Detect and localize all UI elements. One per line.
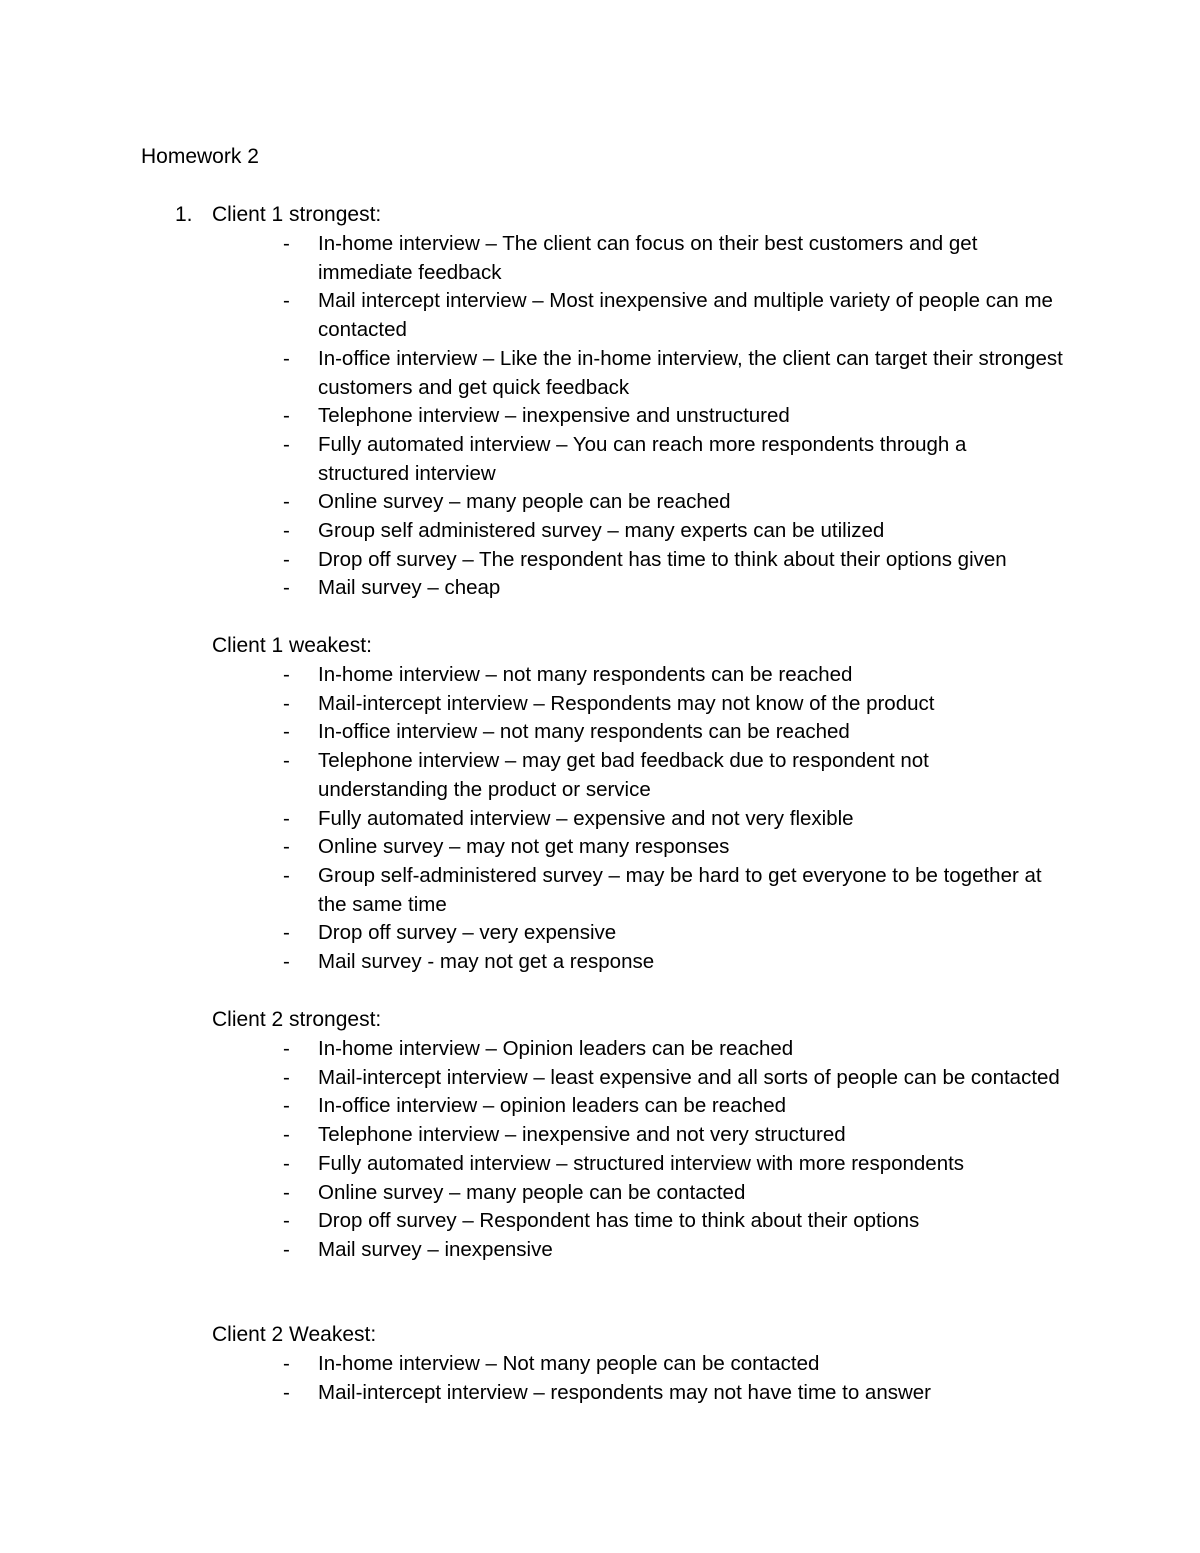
list-item: [0, 1035, 1200, 1064]
dash-marker: -: [283, 806, 290, 830]
dash-marker: -: [283, 663, 290, 686]
list-item-text: Mail-intercept interview – Respondents may not know of the product: [318, 691, 935, 715]
dash-marker: -: [283, 863, 290, 887]
list-item: [0, 488, 1200, 517]
section-heading: Client 2 Weakest:: [212, 1323, 377, 1346]
bullet-list: [0, 1035, 1200, 1265]
list-item: [0, 1121, 1200, 1150]
list-item-text: Drop off survey – The respondent has time to think about their options given: [318, 547, 1007, 571]
section-heading: Client 1 strongest:: [212, 203, 382, 226]
list-item: [0, 574, 1200, 603]
dash-marker: -: [283, 432, 290, 456]
list-item: [0, 517, 1200, 546]
bullet-list: [0, 661, 1200, 977]
list-item: [0, 431, 1200, 488]
list-item-text: Drop off survey – Respondent has time to think about their options: [318, 1209, 920, 1233]
dash-marker: -: [283, 289, 290, 313]
dash-marker: -: [283, 490, 290, 514]
dash-marker: -: [283, 1180, 290, 1204]
dash-marker: -: [283, 1237, 290, 1261]
dash-marker: -: [283, 1151, 290, 1175]
dash-marker: -: [283, 232, 290, 255]
dash-marker: -: [283, 1123, 290, 1147]
list-item: [0, 718, 1200, 747]
dash-marker: -: [283, 749, 290, 773]
list-item-text: In-office interview – Like the in-home interview, the client can target their strongest customers and get quick feedback: [318, 346, 1063, 399]
list-item-text: Fully automated interview – structured interview with more respondents: [318, 1151, 965, 1175]
bullet-list: [0, 230, 1200, 603]
list-item-text: In-home interview – Not many people can be contacted: [318, 1352, 820, 1375]
list-item-text: Group self administered survey – many experts can be utilized: [318, 519, 885, 543]
list-item-text: In-home interview – not many respondents can be reached: [318, 663, 853, 686]
list-item: [0, 1092, 1200, 1121]
dash-marker: -: [283, 346, 290, 370]
dash-marker: -: [283, 1094, 290, 1118]
list-item-text: Online survey – may not get many responses: [318, 835, 730, 859]
dash-marker: -: [283, 1352, 290, 1375]
list-item: [0, 345, 1200, 402]
list-item: [0, 1379, 1200, 1408]
list-item-text: Telephone interview – inexpensive and not very structured: [318, 1123, 846, 1147]
list-item-text: Telephone interview – may get bad feedback due to respondent not understanding the product or service: [318, 749, 929, 801]
question-number: 1.: [175, 203, 193, 226]
list-item: [0, 402, 1200, 431]
list-item-text: Online survey – many people can be reached: [318, 490, 731, 514]
dash-marker: -: [283, 720, 290, 744]
dash-marker: -: [283, 691, 290, 715]
dash-marker: -: [283, 950, 290, 974]
dash-marker: -: [283, 547, 290, 571]
list-item-text: In-office interview – not many respondents can be reached: [318, 720, 850, 744]
list-item: [0, 287, 1200, 344]
list-item: [0, 1350, 1200, 1379]
dash-marker: -: [283, 1037, 290, 1060]
list-item: [0, 805, 1200, 834]
list-item: [0, 862, 1200, 919]
list-item: [0, 690, 1200, 719]
dash-marker: -: [283, 519, 290, 543]
list-item: [0, 1236, 1200, 1265]
list-item: [0, 948, 1200, 977]
section-heading: Client 2 strongest:: [212, 1008, 382, 1031]
document-title: Homework 2: [141, 145, 259, 168]
list-item-text: Mail-intercept interview – respondents may not have time to answer: [318, 1380, 932, 1404]
dash-marker: -: [283, 1065, 290, 1089]
dash-marker: -: [283, 1380, 290, 1404]
list-item: [0, 1207, 1200, 1236]
list-item: [0, 833, 1200, 862]
list-item: [0, 661, 1200, 690]
list-item-text: Fully automated interview – You can reach more respondents through a structured interview: [318, 432, 967, 485]
list-item: [0, 747, 1200, 804]
dash-marker: -: [283, 835, 290, 859]
list-item-text: Drop off survey – very expensive: [318, 921, 617, 945]
dash-marker: -: [283, 576, 290, 600]
list-item: [0, 230, 1200, 287]
list-item-text: Group self-administered survey – may be hard to get everyone to be together at the same time: [318, 863, 1042, 916]
list-item: [0, 919, 1200, 948]
list-item-text: Fully automated interview – expensive and not very flexible: [318, 806, 854, 830]
dash-marker: -: [283, 1209, 290, 1233]
list-item-text: In-home interview – The client can focus on their best customers and get immediate feedback: [318, 232, 978, 284]
list-item-text: Mail-intercept interview – least expensive and all sorts of people can be contacted: [318, 1065, 1060, 1089]
dash-marker: -: [283, 404, 290, 428]
dash-marker: -: [283, 921, 290, 945]
list-item: [0, 546, 1200, 575]
list-item-text: Telephone interview – inexpensive and unstructured: [318, 404, 790, 428]
bullet-list: [0, 1350, 1200, 1407]
list-item-text: In-office interview – opinion leaders can be reached: [318, 1094, 786, 1118]
list-item: [0, 1179, 1200, 1208]
section-heading: Client 1 weakest:: [212, 634, 372, 657]
list-item-text: Mail survey – cheap: [318, 576, 501, 600]
list-item: [0, 1150, 1200, 1179]
list-item-text: Mail survey – inexpensive: [318, 1237, 553, 1261]
list-item-text: Mail intercept interview – Most inexpensive and multiple variety of people can me contacted: [318, 289, 1053, 342]
list-item: [0, 1064, 1200, 1093]
list-item-text: Online survey – many people can be contacted: [318, 1180, 746, 1204]
list-item-text: In-home interview – Opinion leaders can be reached: [318, 1037, 794, 1060]
list-item-text: Mail survey - may not get a response: [318, 950, 655, 974]
